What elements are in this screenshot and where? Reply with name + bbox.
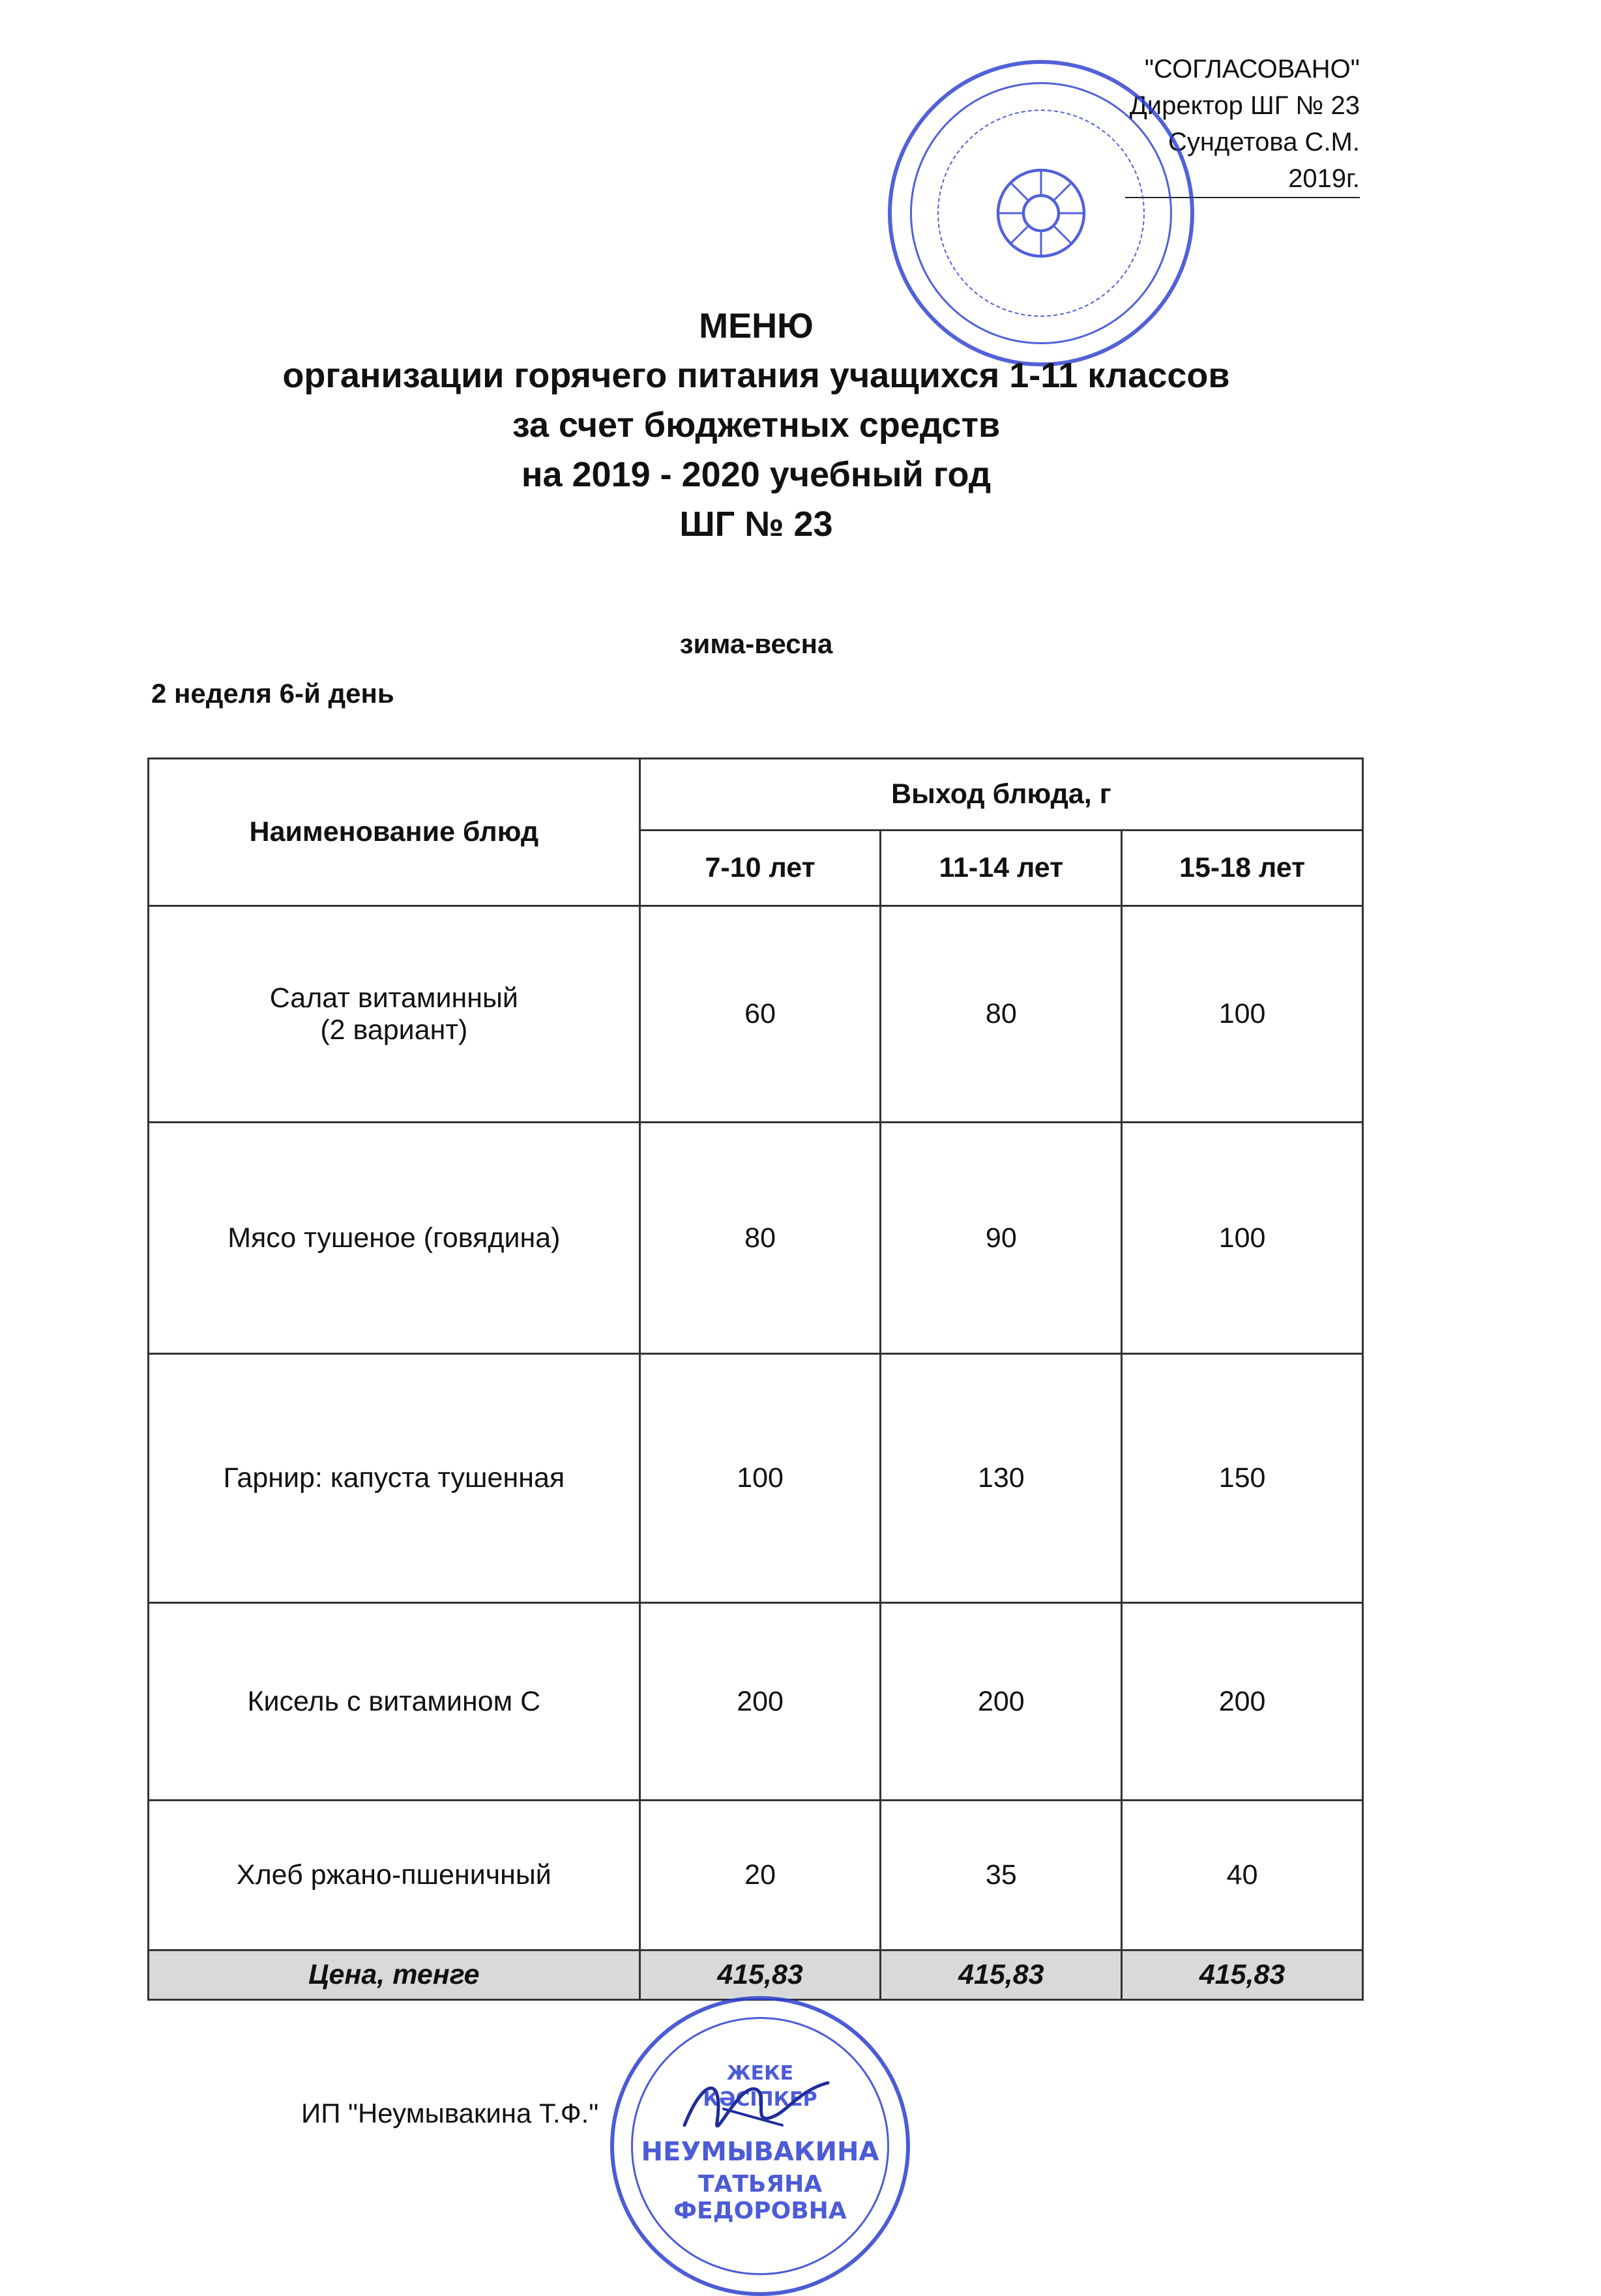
portion-cell: 60 bbox=[639, 906, 881, 1123]
portion-cell: 35 bbox=[881, 1801, 1122, 1950]
stamp-text-line: НЕУМЫВАКИНА bbox=[641, 2137, 879, 2167]
price-cell: 415,83 bbox=[881, 1950, 1122, 2000]
approval-name: Сундетова С.М. bbox=[1168, 128, 1360, 156]
handwritten-signature-icon bbox=[678, 2063, 834, 2148]
dish-name: Хлеб ржано-пшеничный bbox=[149, 1801, 640, 1950]
approval-heading: "СОГЛАСОВАНО" bbox=[1144, 55, 1360, 83]
portion-cell: 100 bbox=[1122, 906, 1363, 1123]
week-day-label: 2 неделя 6-й день bbox=[151, 678, 394, 709]
table-row bbox=[149, 1603, 1363, 1801]
portion-cell: 90 bbox=[881, 1123, 1122, 1354]
header-dish-name: Наименование блюд bbox=[149, 759, 640, 906]
supplier-signature-label: ИП "Неумывакина Т.Ф." bbox=[301, 2098, 599, 2128]
price-cell: 415,83 bbox=[639, 1950, 881, 2000]
stamp-text-line: КӘСІПКЕР bbox=[703, 2088, 817, 2111]
portion-cell: 100 bbox=[639, 1354, 881, 1603]
season-label: зима-весна bbox=[679, 628, 833, 659]
portion-cell: 200 bbox=[1122, 1603, 1363, 1801]
portion-cell: 150 bbox=[1122, 1354, 1363, 1603]
header-age-group: 11-14 лет bbox=[881, 831, 1122, 906]
header-age-group: 7-10 лет bbox=[639, 831, 881, 906]
table-row bbox=[149, 1123, 1363, 1354]
portion-cell: 80 bbox=[639, 1123, 881, 1354]
approval-date: 2019г. bbox=[1125, 160, 1360, 198]
portion-cell: 40 bbox=[1122, 1801, 1363, 1950]
dish-name: Кисель с витамином С bbox=[149, 1603, 640, 1801]
title-line-1: МЕНЮ bbox=[699, 306, 814, 346]
document-title bbox=[0, 301, 1512, 549]
table-row bbox=[149, 906, 1363, 1123]
menu-table bbox=[147, 758, 1364, 2001]
dish-name: Гарнир: капуста тушенная bbox=[149, 1354, 640, 1603]
stamp-text-line: ТАТЬЯНА ФЕДОРОВНА bbox=[673, 2171, 847, 2224]
state-emblem-icon bbox=[992, 164, 1090, 262]
portion-cell: 20 bbox=[639, 1801, 881, 1950]
title-line-3: за счет бюджетных средств bbox=[512, 405, 1001, 445]
title-line-4: на 2019 - 2020 учебный год bbox=[521, 455, 991, 494]
portion-cell: 200 bbox=[881, 1603, 1122, 1801]
portion-cell: 200 bbox=[639, 1603, 881, 1801]
price-label: Цена, тенге bbox=[149, 1950, 640, 2000]
stamp-text-line: ЖЕКЕ bbox=[726, 2062, 794, 2085]
header-output: Выход блюда, г bbox=[639, 759, 1362, 831]
price-row bbox=[149, 1950, 1363, 2000]
dish-name: Мясо тушеное (говядина) bbox=[149, 1123, 640, 1354]
price-cell: 415,83 bbox=[1122, 1950, 1363, 2000]
approval-position: Директор ШГ № 23 bbox=[1129, 91, 1360, 120]
table-row bbox=[149, 1354, 1363, 1603]
portion-cell: 130 bbox=[881, 1354, 1122, 1603]
title-line-2: организации горячего питания учащихся 1-11 классов bbox=[282, 356, 1230, 395]
portion-cell: 100 bbox=[1122, 1123, 1363, 1354]
portion-cell: 80 bbox=[881, 906, 1122, 1123]
dish-name: Салат витаминный (2 вариант) bbox=[149, 906, 640, 1123]
title-line-5: ШГ № 23 bbox=[679, 505, 833, 544]
header-age-group: 15-18 лет bbox=[1122, 831, 1363, 906]
table-row bbox=[149, 1801, 1363, 1950]
